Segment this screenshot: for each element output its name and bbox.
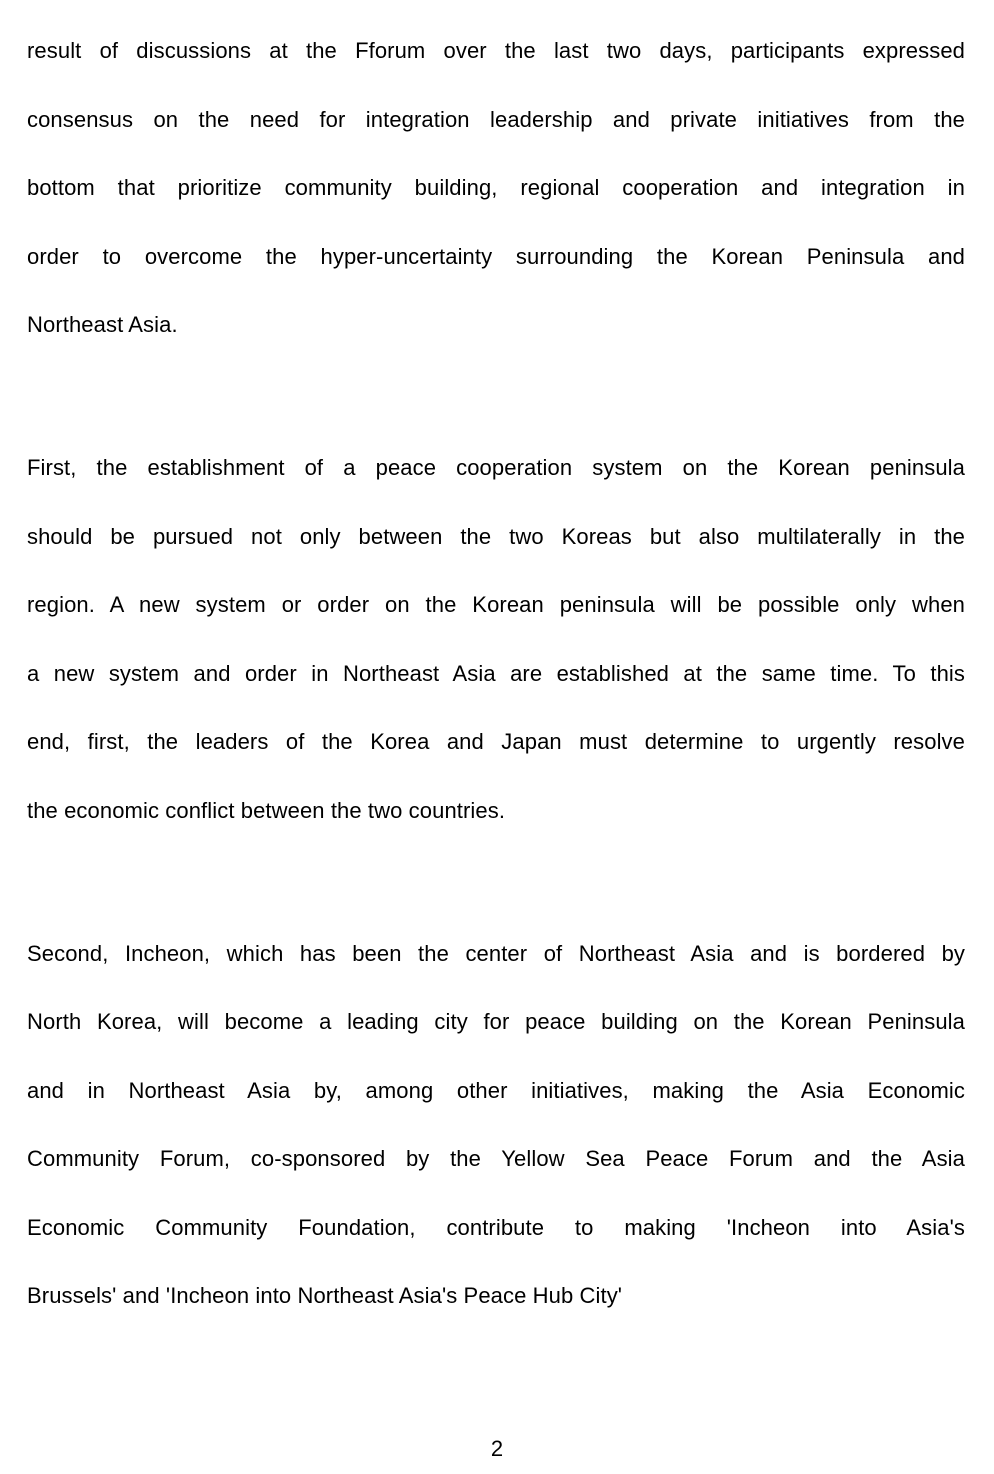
text-line: Economic Community Foundation, contribute to making 'Incheon into Asia's <box>27 1214 965 1240</box>
text-line: order to overcome the hyper-uncertainty surrounding the Korean Peninsula and <box>27 243 965 269</box>
paragraph <box>27 17 965 360</box>
page-number: 2 <box>490 1436 504 1461</box>
text-line: the economic conflict between the two countries. <box>27 797 506 823</box>
text-line: a new system and order in Northeast Asia are established at the same time. To this <box>27 660 965 686</box>
paragraph <box>27 434 965 845</box>
paragraph <box>27 920 965 1331</box>
text-line: First, the establishment of a peace cooperation system on the Korean peninsula <box>27 455 965 480</box>
document-body <box>27 17 965 1331</box>
text-line: result of discussions at the Fforum over the last two days, participants expressed <box>27 38 965 63</box>
text-line: and in Northeast Asia by, among other initiatives, making the Asia Economic <box>27 1077 965 1103</box>
text-line: end, first, the leaders of the Korea and Japan must determine to urgently resolve <box>27 729 965 754</box>
text-line: Community Forum, co-sponsored by the Yellow Sea Peace Forum and the Asia <box>27 1146 965 1171</box>
text-line: Brussels' and 'Incheon into Northeast Asia's Peace Hub City' <box>27 1283 623 1308</box>
text-line: North Korea, will become a leading city for peace building on the Korean Peninsula <box>27 1009 965 1034</box>
text-line: region. A new system or order on the Korean peninsula will be possible only when <box>27 592 965 617</box>
text-line: should be pursued not only between the two Koreas but also multilaterally in the <box>27 523 965 549</box>
text-line: Northeast Asia. <box>27 312 178 337</box>
text-line: bottom that prioritize community building, regional cooperation and integration in <box>27 175 965 200</box>
text-line: Second, Incheon, which has been the center of Northeast Asia and is bordered by <box>27 940 965 966</box>
text-line: consensus on the need for integration leadership and private initiatives from the <box>27 106 965 132</box>
